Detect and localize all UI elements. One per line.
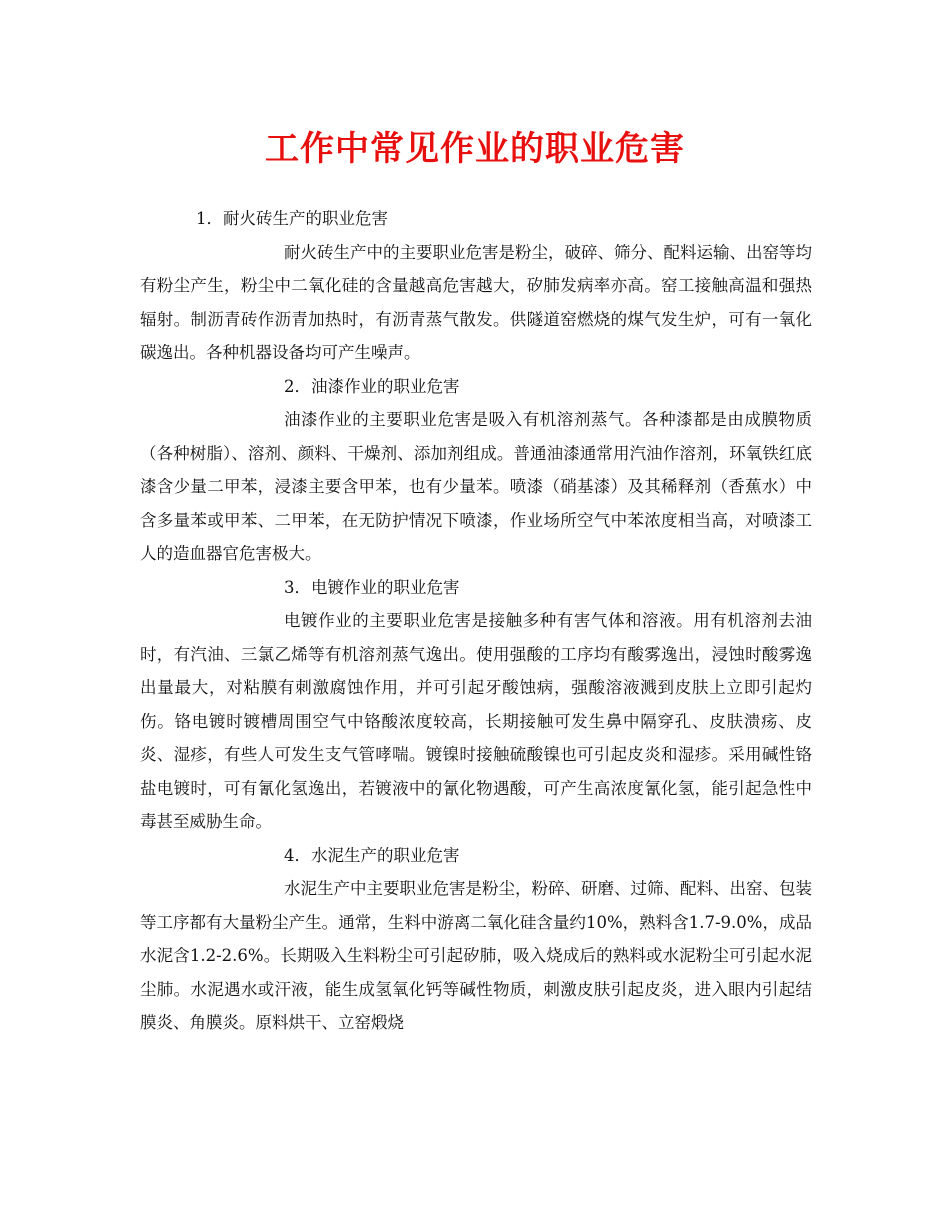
section-paragraph-3: 电镀作业的主要职业危害是接触多种有害气体和溶液。用有机溶剂去油时，有汽油、三氯乙烯等有机溶剂蒸气逸出。使用强酸的工序均有酸雾逸出，浸蚀时酸雾逸出量最大，对粘膜有刺激腐蚀作用，并可引起牙酸蚀病，强酸溶液溅到皮肤上立即引起灼伤。铬电镀时镀槽周围空气中铬酸浓度较高，长期接触可发生鼻中隔穿孔、皮肤溃疡、皮炎、湿疹，有些人可发生支气管哮喘。镀镍时接触硫酸镍也可引起皮炎和湿疹。采用碱性铬盐电镀时，可有氰化氢逸出，若镀液中的氰化物遇酸，可产生高浓度氰化氢，能引起急性中毒甚至威胁生命。 xyxy=(140,611,812,831)
section-heading-2: 2．油漆作业的职业危害 xyxy=(284,376,460,396)
section-heading-3: 3．电镀作业的职业危害 xyxy=(284,577,460,597)
section-heading-4: 4．水泥生产的职业危害 xyxy=(284,845,460,865)
section-paragraph-4: 水泥生产中主要职业危害是粉尘，粉碎、研磨、过筛、配料、出窑、包装等工序都有大量粉尘产生。通常，生料中游离二氧化硅含量约10%，熟料含1.7-9.0%，成品水泥含1.2-2.6%。长期吸入生料粉尘可引起矽肺，吸入烧成后的熟料或水泥粉尘可引起水泥尘肺。水泥遇水或汗液，能生成氢氧化钙等碱性物质，刺激皮肤引起皮炎，进入眼内引起结膜炎、角膜炎。原料烘干、立窑煅烧 xyxy=(140,879,812,1032)
section-heading-1: 1．耐火砖生产的职业危害 xyxy=(196,209,388,228)
document-title: 工作中常见作业的职业危害 xyxy=(265,129,685,169)
section-paragraph-2: 油漆作业的主要职业危害是吸入有机溶剂蒸气。各种漆都是由成膜物质（各种树脂）、溶剂、颜料、干燥剂、添加剂组成。普通油漆通常用汽油作溶剂，环氧铁红底漆含少量二甲苯，浸漆主要含甲苯，也有少量苯。喷漆（硝基漆）及其稀释剂（香蕉水）中含多量苯或甲苯、二甲苯，在无防护情况下喷漆，作业场所空气中苯浓度相当高，对喷漆工人的造血器官危害极大。 xyxy=(140,410,812,563)
document-body xyxy=(140,202,812,1040)
section-paragraph-1: 耐火砖生产中的主要职业危害是粉尘，破碎、筛分、配料运输、出窑等均有粉尘产生，粉尘中二氧化硅的含量越高危害越大，矽肺发病率亦高。窑工接触高温和强热辐射。制沥青砖作沥青加热时，有沥青蒸气散发。供隧道窑燃烧的煤气发生炉，可有一氧化碳逸出。各种机器设备均可产生噪声。 xyxy=(140,242,812,362)
